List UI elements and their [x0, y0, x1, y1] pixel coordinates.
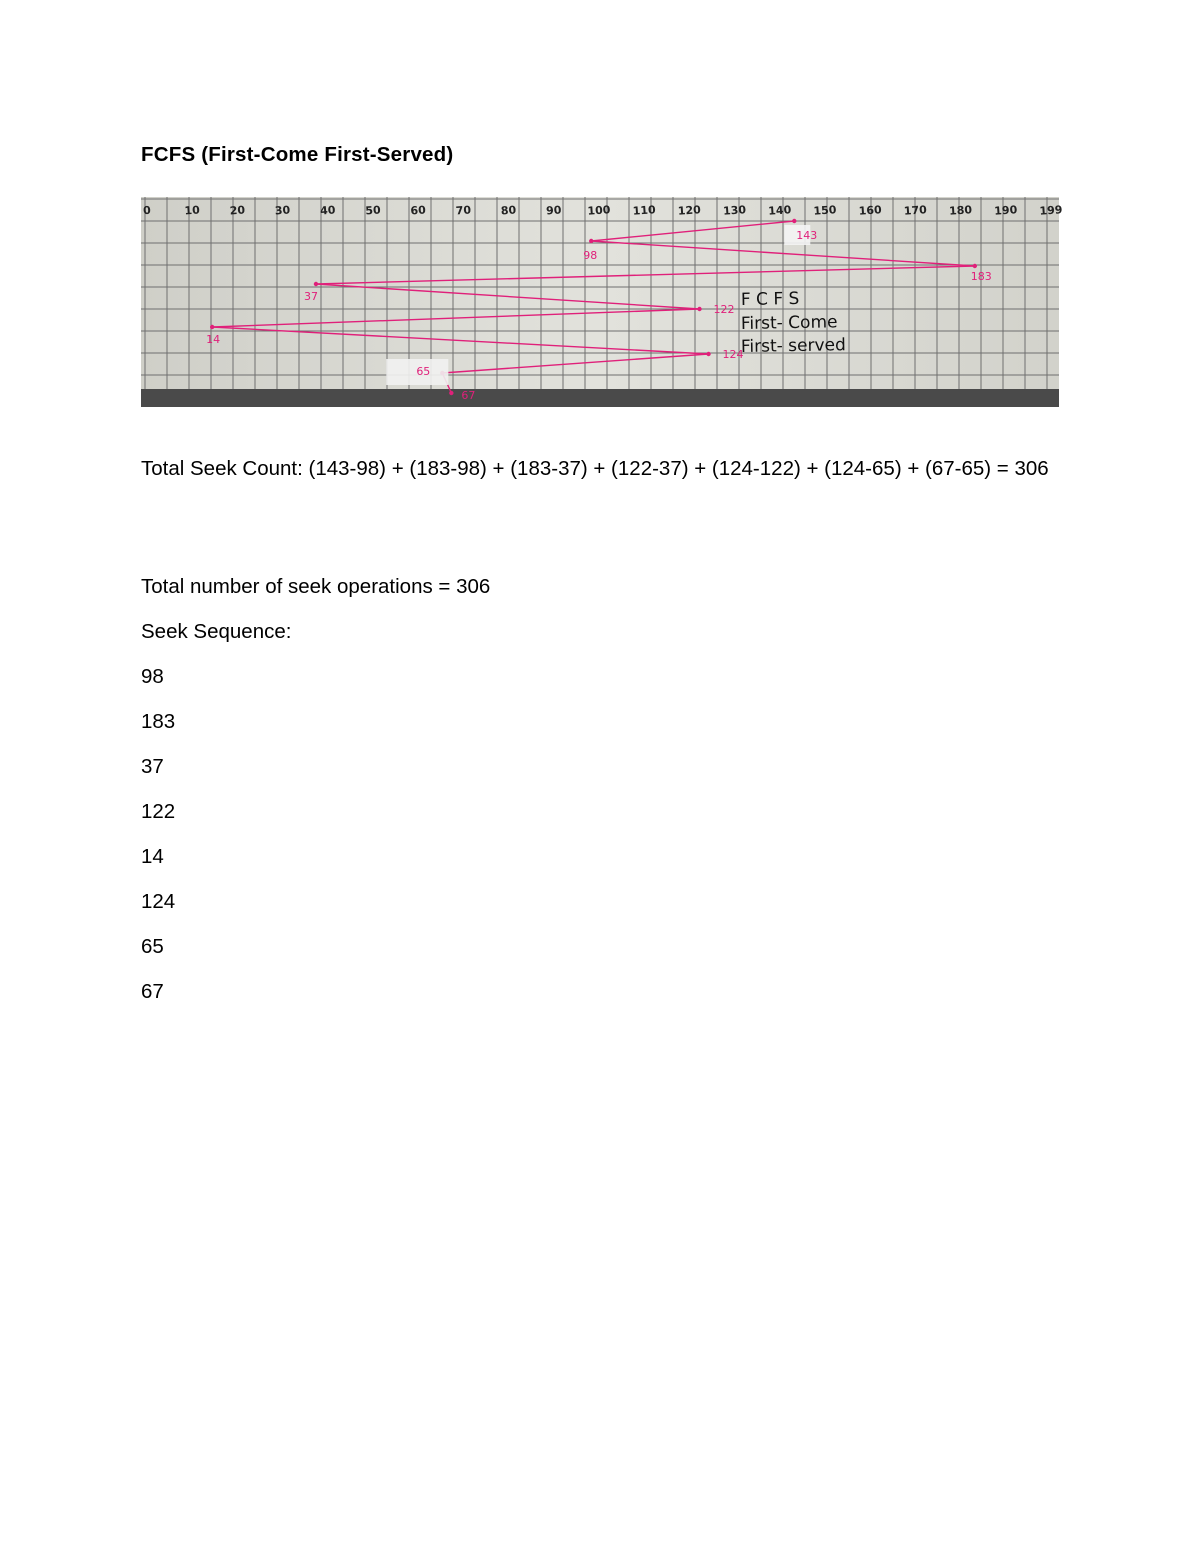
- seek-point: [697, 307, 701, 311]
- axis-tick-label: 100: [587, 203, 611, 218]
- point-label: 124: [722, 348, 744, 361]
- axis-tick-label: 160: [858, 203, 883, 218]
- sequence-item: 183: [141, 710, 176, 733]
- seek-point: [792, 219, 796, 223]
- axis-tick-label: 70: [455, 203, 472, 218]
- axis-tick-label: 20: [229, 203, 246, 218]
- axis-tick-label: 199: [1039, 203, 1063, 218]
- sequence-item: 37: [141, 755, 164, 778]
- axis-tick-label: 50: [364, 203, 382, 218]
- axis-tick-label: 110: [632, 203, 657, 218]
- axis-tick-label: 140: [767, 203, 792, 218]
- table-edge: [141, 389, 1059, 407]
- point-label: 14: [206, 333, 221, 346]
- sequence-item: 122: [141, 800, 176, 823]
- point-label: 183: [970, 270, 992, 283]
- axis-tick-label: 130: [722, 203, 747, 218]
- fcfs-diagram: [141, 197, 1063, 407]
- fcfs-diagram-photo: [141, 197, 1063, 407]
- note-text: First- served: [740, 335, 847, 357]
- axis-tick-label: 10: [184, 203, 201, 218]
- axis-tick-label: 90: [545, 203, 562, 218]
- sequence-item: 67: [141, 980, 164, 1003]
- seek-point: [210, 325, 214, 329]
- seek-point: [589, 239, 593, 243]
- seek-sequence-label: Seek Sequence:: [141, 620, 292, 643]
- sequence-item: 124: [141, 890, 176, 913]
- axis-tick-label: 170: [903, 203, 928, 218]
- sequence-item: 98: [141, 665, 164, 688]
- point-label: 67: [461, 389, 476, 402]
- axis-tick-label: 180: [948, 203, 973, 218]
- axis-tick-label: 30: [274, 203, 291, 218]
- sequence-item: 65: [141, 935, 164, 958]
- note-text: First- Come: [740, 312, 838, 334]
- seek-point: [706, 352, 710, 356]
- seek-point: [449, 391, 453, 395]
- seek-point: [973, 264, 977, 268]
- point-label: 122: [713, 303, 735, 316]
- point-label: 143: [796, 229, 818, 242]
- total-seek-count: Total Seek Count: (143-98) + (183-98) + (183-37) + (122-37) + (124-122) + (124-65) + (67-65) = 306: [141, 457, 1049, 480]
- total-seek-operations: Total number of seek operations = 306: [141, 575, 491, 598]
- axis-tick-label: 120: [677, 203, 702, 218]
- axis-tick-label: 150: [813, 203, 837, 218]
- axis-tick-label: 80: [500, 203, 517, 218]
- axis-tick-label: 190: [993, 203, 1018, 218]
- page-title: FCFS (First-Come First-Served): [141, 143, 454, 166]
- axis-tick-label: 40: [319, 203, 336, 218]
- note-text: F C F S: [740, 288, 800, 310]
- point-label: 65: [416, 365, 431, 378]
- point-label: 37: [303, 290, 318, 303]
- axis-tick-label: 0: [142, 203, 152, 218]
- sequence-item: 14: [141, 845, 164, 868]
- seek-point: [314, 282, 318, 286]
- point-label: 98: [583, 249, 598, 262]
- axis-tick-label: 60: [410, 203, 427, 218]
